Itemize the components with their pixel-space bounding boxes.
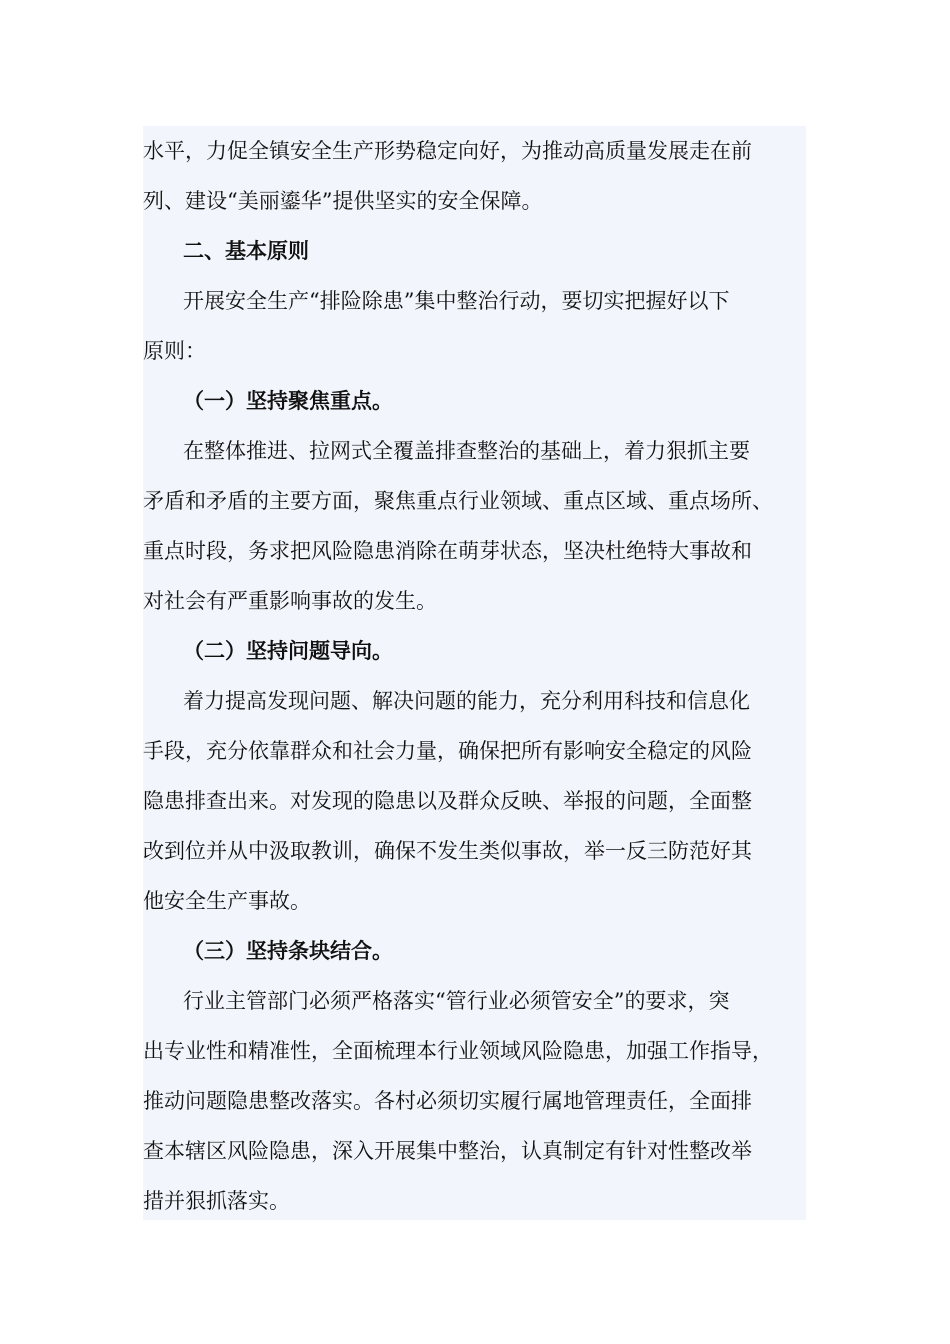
paragraph-line: 推动问题隐患整改落实。各村必须切实履行属地管理责任，全面排 — [143, 1089, 752, 1113]
paragraph-line: 列、建设“美丽鎏华”提供坚实的安全保障。 — [143, 189, 543, 213]
subsection-heading: （一）坚持聚焦重点。 — [183, 388, 393, 413]
paragraph-line: 水平，力促全镇安全生产形势稳定向好，为推动高质量发展走在前 — [143, 139, 752, 163]
section-heading: 二、基本原则 — [183, 238, 309, 263]
paragraph-line: 查本辖区风险隐患，深入开展集中整治，认真制定有针对性整改举 — [143, 1139, 752, 1163]
paragraph-line: 重点时段，务求把风险隐患消除在萌芽状态，坚决杜绝特大事故和 — [143, 539, 752, 563]
subsection-heading: （三）坚持条块结合。 — [183, 938, 393, 963]
paragraph-line: 着力提高发现问题、解决问题的能力，充分利用科技和信息化 — [183, 689, 750, 713]
paragraph-line: 手段，充分依靠群众和社会力量，确保把所有影响安全稳定的风险 — [143, 739, 752, 763]
paragraph-line: 出专业性和精准性，全面梳理本行业领域风险隐患，加强工作指导， — [143, 1039, 773, 1063]
paragraph-line: 行业主管部门必须严格落实“管行业必须管安全”的要求，突 — [183, 989, 730, 1013]
paragraph-line: 隐患排查出来。对发现的隐患以及群众反映、举报的问题，全面整 — [143, 789, 752, 813]
paragraph-line: 矛盾和矛盾的主要方面，聚焦重点行业领域、重点区域、重点场所、 — [143, 489, 773, 513]
paragraph-line: 改到位并从中汲取教训，确保不发生类似事故，举一反三防范好其 — [143, 839, 752, 863]
paragraph-line: 在整体推进、拉网式全覆盖排查整治的基础上，着力狠抓主要 — [183, 439, 750, 463]
paragraph-line: 措并狠抓落实。 — [143, 1189, 290, 1213]
paragraph-line: 他安全生产事故。 — [143, 889, 311, 913]
paragraph-line: 开展安全生产“排险除患”集中整治行动，要切实把握好以下 — [183, 289, 730, 313]
paragraph-line: 对社会有严重影响事故的发生。 — [143, 589, 437, 613]
paragraph-line: 原则： — [143, 339, 206, 363]
subsection-heading: （二）坚持问题导向。 — [183, 638, 393, 663]
document-body — [143, 126, 806, 1220]
